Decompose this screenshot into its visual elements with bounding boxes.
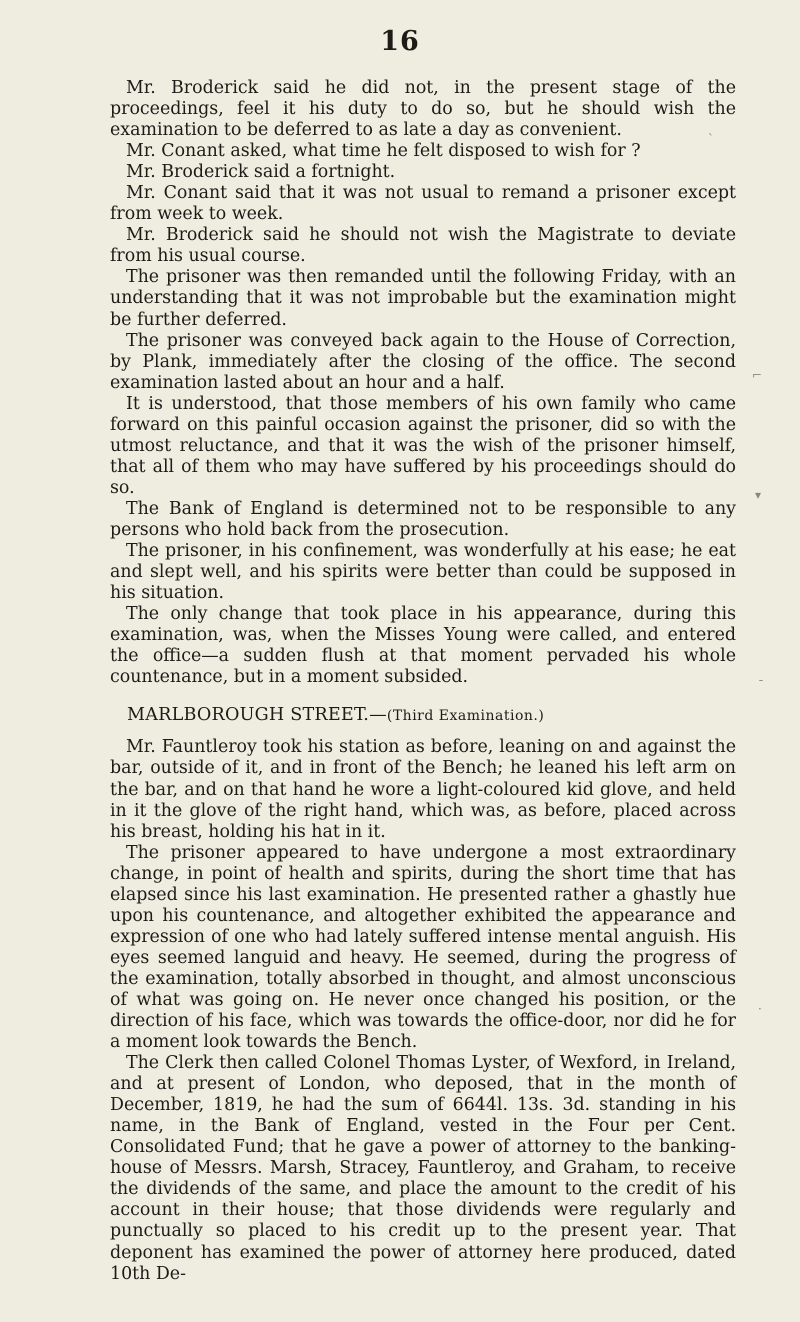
paragraph: Mr. Conant said that it was not usual to remand a prisoner except from week to week. [110,183,736,225]
paragraph: The prisoner was then remanded until the following Friday, with an understanding that it was not improbable but the examination might be further deferred. [110,267,736,330]
paragraph: The Bank of England is determined not to be responsible to any persons who hold back from the prosecution. [110,498,736,540]
paragraph: The prisoner, in his confinement, was wonderfully at his ease; he eat and slept well, and his spirits were better than could be supposed in his situation. [110,541,736,604]
paragraph: The prisoner appeared to have undergone a most extraordinary change, in point of health and spirits, during the short time that has elapsed since his last examination. He presented rather a ghastly hue upon his countenance, and altogether exhibited the appearance and expression of one who had lately suffered intense mental anguish. His eyes seemed languid and heavy. He seemed, during the progress of the examination, totally absorbed in thought, and almost unconscious of what was going on. He never once changed his position, or the direction of his face, which was towards the office-door, nor did he for a moment look towards the Bench. [110,842,736,1053]
paragraph: The Clerk then called Colonel Thomas Lyster, of Wexford, in Ireland, and at present of London, who deposed, that in the month of December, 1819, he had the sum of 6644l. 13s. 3d. standing in his name, in the Bank of England, vested in the Four per Cent. Consolidated Fund; that he gave a power of attorney to the banking-house of Messrs. Marsh, Stracey, Fauntleroy, and Graham, to receive the dividends of the same, and place the amount to the credit of his account in their house; that those dividends were regularly and punctually so placed to his credit up to the present year. That deponent has examined the power of attorney here produced, dated 10th De- [110,1053,736,1284]
page-number: 16 [380,26,420,57]
paragraph: It is understood, that those members of his own family who came forward on this painful occasion against the prisoner, did so with the utmost reluctance, and that it was the wish of the prisoner himself, that all of them who may have suffered by his proceedings should do so. [110,393,736,498]
paragraph: The prisoner was conveyed back again to the House of Correction, by Plank, immediately after the closing of the office. The second examination lasted about an hour and a half. [110,330,736,393]
paragraph: Mr. Broderick said he should not wish the Magistrate to deviate from his usual course. [110,225,736,267]
paragraph: The only change that took place in his appearance, during this examination, was, when the Misses Young were called, and entered the office—a sudden flush at that moment pervaded his whole countenance, but in a moment subsided. [110,604,736,688]
margin-speck-mark: ˋ [708,132,714,146]
paragraph: Mr. Conant asked, what time he felt disposed to wish for ? [126,141,641,162]
margin-speck-mark: ⌐ [752,368,763,382]
body-text [110,78,736,1285]
margin-speck-mark: ˍ [758,668,764,682]
section-heading-subtitle: (Third Examination.) [386,708,545,725]
section-heading [110,705,736,727]
margin-speck-mark: ▾ [755,488,762,502]
paragraph: Mr. Broderick said a fortnight. [126,162,396,183]
paragraph: Mr. Fauntleroy took his station as before, leaning on and against the bar, outside of it, and in front of the Bench; he leaned his left arm on the bar, and on that hand he wore a light-coloured kid glove, and held in it the glove of the right hand, which was, as before, placed across his breast, holding his hat in it. [110,737,736,842]
section-heading-title: MARLBOROUGH STREET.— [127,705,387,726]
paragraph: Mr. Broderick said he did not, in the present stage of the proceedings, feel it his duty to do so, but he should wish the examination to be deferred to as late a day as convenient. [110,78,736,141]
margin-speck-mark: · [758,1002,762,1016]
